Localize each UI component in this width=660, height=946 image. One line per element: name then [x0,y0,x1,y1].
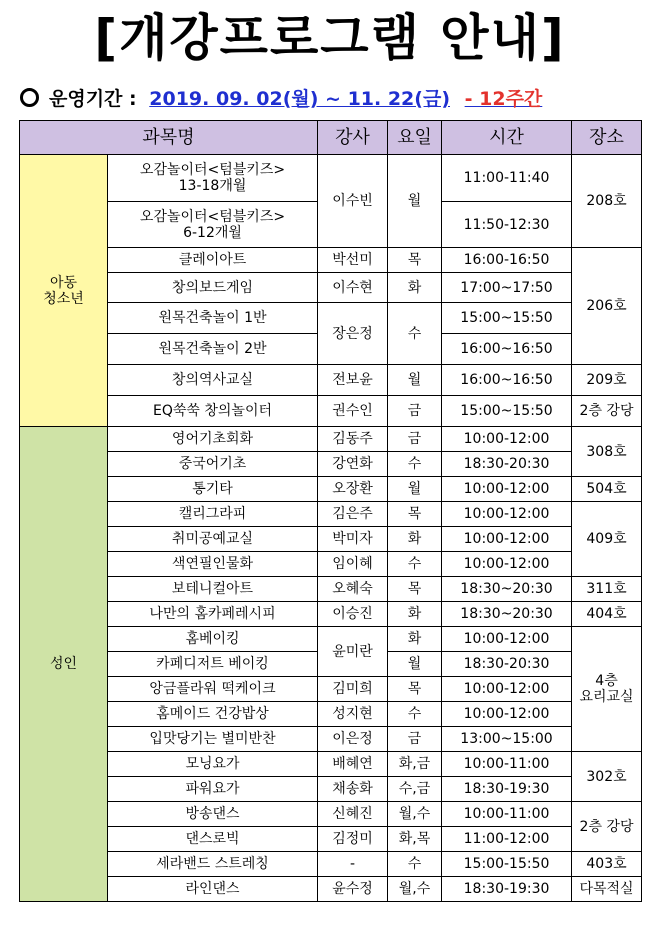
period-label: 운영기간 : [49,88,137,110]
instructor: 채송화 [318,777,388,802]
instructor: 임이혜 [318,552,388,577]
course-name: 취미공예교실 [108,527,318,552]
table-row [20,577,642,602]
period-dates: 2019. 09. 02(월) ~ 11. 22(금) [149,88,450,110]
room: 409호 [572,502,642,577]
course-name: 댄스로빅 [108,827,318,852]
time: 18:30~20:30 [442,602,572,627]
room: 308호 [572,427,642,477]
instructor: 장은정 [318,303,388,365]
table-row [20,248,642,273]
instructor: 김정미 [318,827,388,852]
instructor: 김미희 [318,677,388,702]
table-row [20,877,642,902]
day: 금 [388,727,442,752]
time: 15:00~15:50 [442,396,572,427]
table-row [20,273,642,303]
room: 206호 [572,248,642,365]
time: 11:00-12:00 [442,827,572,852]
table-row [20,602,642,627]
course-name: 입맛당기는 별미반찬 [108,727,318,752]
table-row [20,777,642,802]
time: 10:00-12:00 [442,702,572,727]
header-room: 장소 [572,121,642,155]
time: 11:50-12:30 [442,202,572,248]
table-row [20,155,642,202]
day: 수 [388,552,442,577]
table-row [20,452,642,477]
day: 화,목 [388,827,442,852]
instructor: - [318,852,388,877]
day: 월 [388,365,442,396]
room: 504호 [572,477,642,502]
instructor: 이수현 [318,273,388,303]
time: 17:00~17:50 [442,273,572,303]
course-name: 오감놀이터<텀블키즈> 13-18개월 [108,155,318,202]
table-row [20,677,642,702]
course-name: EQ쑥쑥 창의놀이터 [108,396,318,427]
day: 화 [388,602,442,627]
room: 209호 [572,365,642,396]
time: 18:30~20:30 [442,577,572,602]
table-row [20,303,642,334]
time: 18:30-20:30 [442,452,572,477]
time: 16:00~16:50 [442,365,572,396]
course-name: 나만의 홈카페레시피 [108,602,318,627]
header-instructor: 강사 [318,121,388,155]
course-name: 카페디저트 베이킹 [108,652,318,677]
course-name: 오감놀이터<텀블키즈> 6-12개월 [108,202,318,248]
table-header-row [20,121,642,155]
instructor: 이수빈 [318,155,388,248]
room: 208호 [572,155,642,248]
course-name: 캘리그라피 [108,502,318,527]
course-name: 방송댄스 [108,802,318,827]
period-weeks: - 12주간 [464,88,543,110]
time: 11:00-11:40 [442,155,572,202]
course-name: 모닝요가 [108,752,318,777]
table-row [20,502,642,527]
time: 16:00~16:50 [442,334,572,365]
instructor: 신혜진 [318,802,388,827]
time: 15:00~15:50 [442,303,572,334]
time: 10:00-11:00 [442,802,572,827]
room: 302호 [572,752,642,802]
course-name: 영어기초회화 [108,427,318,452]
day: 목 [388,577,442,602]
course-name: 색연필인물화 [108,552,318,577]
group-children: 아동 청소년 [20,155,108,427]
schedule-table [19,120,642,902]
day: 수 [388,702,442,727]
time: 10:00-12:00 [442,502,572,527]
time: 10:00-12:00 [442,677,572,702]
course-name: 앙금플라워 떡케이크 [108,677,318,702]
instructor: 배혜연 [318,752,388,777]
time: 10:00-11:00 [442,752,572,777]
day: 월 [388,652,442,677]
instructor: 오혜숙 [318,577,388,602]
day: 수 [388,452,442,477]
room: 2층 강당 [572,396,642,427]
instructor: 김동주 [318,427,388,452]
instructor: 전보윤 [318,365,388,396]
time: 13:00~15:00 [442,727,572,752]
day: 금 [388,427,442,452]
day: 화 [388,627,442,652]
day: 수 [388,303,442,365]
room: 4층 요리교실 [572,627,642,752]
instructor: 강연화 [318,452,388,477]
table-row [20,427,642,452]
table-row [20,727,642,752]
instructor: 박선미 [318,248,388,273]
day: 목 [388,248,442,273]
time: 18:30-20:30 [442,652,572,677]
instructor: 박미자 [318,527,388,552]
instructor: 윤미란 [318,627,388,677]
time: 10:00-12:00 [442,627,572,652]
day: 목 [388,502,442,527]
time: 10:00-12:00 [442,427,572,452]
table-row [20,627,642,652]
room: 2층 강당 [572,802,642,852]
header-day: 요일 [388,121,442,155]
day: 수,금 [388,777,442,802]
course-name: 홈메이드 건강밥상 [108,702,318,727]
instructor: 오장환 [318,477,388,502]
time: 16:00-16:50 [442,248,572,273]
day: 월 [388,155,442,248]
time: 18:30-19:30 [442,877,572,902]
time: 18:30-19:30 [442,777,572,802]
table-row [20,852,642,877]
course-name: 라인댄스 [108,877,318,902]
instructor: 이승진 [318,602,388,627]
time: 15:00-15:50 [442,852,572,877]
table-row [20,365,642,396]
page-title: [개강프로그램 안내] [94,9,566,67]
table-row [20,752,642,777]
instructor: 성지현 [318,702,388,727]
course-name: 보테니컬아트 [108,577,318,602]
day: 월,수 [388,877,442,902]
day: 수 [388,852,442,877]
day: 목 [388,677,442,702]
table-row [20,477,642,502]
table-row [20,552,642,577]
table-row [20,527,642,552]
day: 월 [388,477,442,502]
course-name: 클레이아트 [108,248,318,273]
course-name: 홈베이킹 [108,627,318,652]
time: 10:00-12:00 [442,552,572,577]
course-name: 세라밴드 스트레칭 [108,852,318,877]
header-time: 시간 [442,121,572,155]
instructor: 윤수정 [318,877,388,902]
day: 화 [388,273,442,303]
table-row [20,702,642,727]
circle-bullet-icon [20,88,39,107]
header-course: 과목명 [20,121,318,155]
table-row [20,802,642,827]
instructor: 김은주 [318,502,388,527]
day: 화,금 [388,752,442,777]
course-name: 원목건축놀이 2반 [108,334,318,365]
course-name: 통기타 [108,477,318,502]
course-name: 중국어기초 [108,452,318,477]
day: 화 [388,527,442,552]
time: 10:00-12:00 [442,477,572,502]
instructor: 이은정 [318,727,388,752]
time: 10:00-12:00 [442,527,572,552]
day: 금 [388,396,442,427]
table-row [20,827,642,852]
course-name: 창의역사교실 [108,365,318,396]
group-adults: 성인 [20,427,108,902]
course-name: 파워요가 [108,777,318,802]
table-row [20,396,642,427]
day: 월,수 [388,802,442,827]
room: 403호 [572,852,642,877]
room: 404호 [572,602,642,627]
room: 다목적실 [572,877,642,902]
course-name: 창의보드게임 [108,273,318,303]
room: 311호 [572,577,642,602]
instructor: 권수인 [318,396,388,427]
course-name: 원목건축놀이 1반 [108,303,318,334]
operation-period [20,84,542,114]
